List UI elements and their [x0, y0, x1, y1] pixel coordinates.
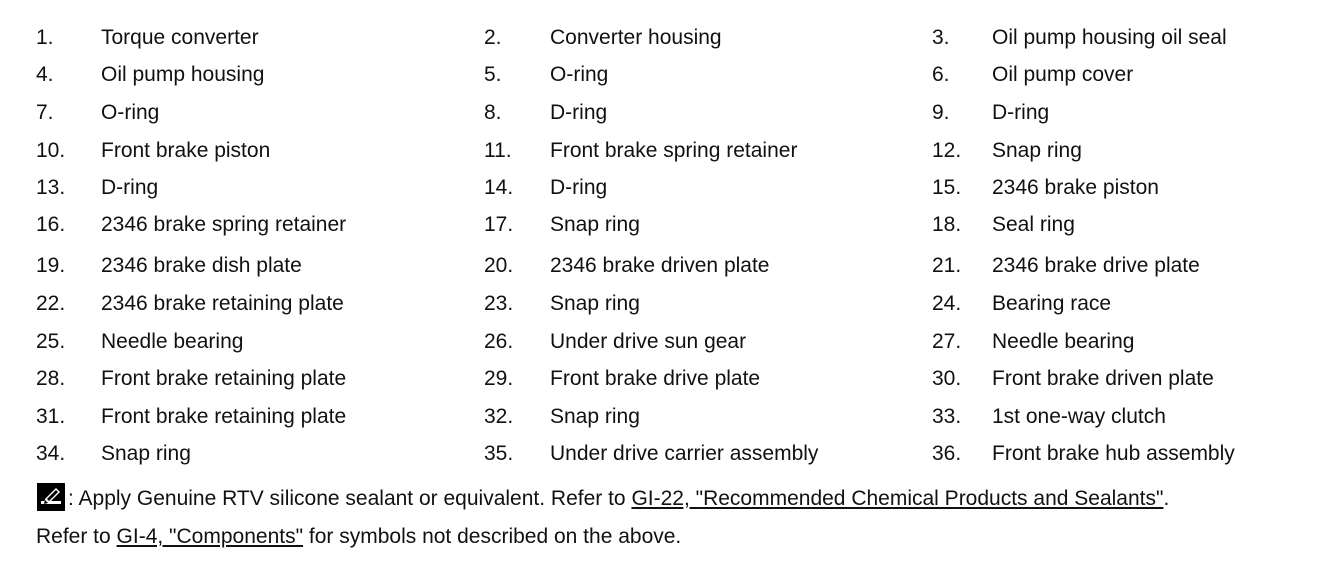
components-note-suffix: for symbols not described on the above.: [303, 525, 682, 548]
sealant-note-end: .: [1163, 487, 1170, 510]
part-number: 4.: [36, 63, 54, 86]
part-number: 10.: [36, 139, 66, 162]
part-label: Front brake retaining plate: [101, 405, 347, 428]
legend-row: [0, 251, 1328, 281]
part-number: 25.: [36, 330, 66, 353]
part-number: 31.: [36, 405, 66, 428]
part-label: D-ring: [992, 101, 1050, 124]
part-number: 34.: [36, 442, 66, 465]
part-label: Snap ring: [992, 139, 1082, 162]
part-number: 14.: [484, 176, 514, 199]
part-number: 1.: [36, 26, 54, 49]
part-label: Seal ring: [992, 213, 1075, 236]
sealant-apply-icon: [36, 482, 66, 512]
part-number: 13.: [36, 176, 66, 199]
part-label: Front brake piston: [101, 139, 271, 162]
legend-row: [0, 364, 1328, 394]
part-label: Front brake drive plate: [550, 367, 761, 390]
sealant-note-text: : Apply Genuine RTV silicone sealant or equivalent. Refer to: [68, 487, 632, 510]
part-label: 2346 brake retaining plate: [101, 292, 344, 315]
part-number: 9.: [932, 101, 950, 124]
part-label: Oil pump housing: [101, 63, 265, 86]
legend-row: [0, 402, 1328, 432]
part-label: 2346 brake spring retainer: [101, 213, 347, 236]
legend-row: [0, 327, 1328, 357]
part-label: Oil pump cover: [992, 63, 1134, 86]
part-label: 2346 brake drive plate: [992, 254, 1200, 277]
part-number: 15.: [932, 176, 962, 199]
part-number: 28.: [36, 367, 66, 390]
legend-row: [0, 60, 1328, 90]
part-number: 2.: [484, 26, 502, 49]
part-label: Needle bearing: [101, 330, 244, 353]
legend-row: [0, 136, 1328, 166]
part-number: 5.: [484, 63, 502, 86]
legend-row: [0, 439, 1328, 469]
part-label: Snap ring: [101, 442, 191, 465]
components-reference-link[interactable]: GI-4, "Components": [116, 525, 304, 548]
part-label: 2346 brake piston: [992, 176, 1159, 199]
legend-row: [0, 289, 1328, 319]
part-label: D-ring: [550, 101, 608, 124]
part-label: D-ring: [101, 176, 159, 199]
part-number: 27.: [932, 330, 962, 353]
legend-row: [0, 23, 1328, 53]
part-label: O-ring: [550, 63, 609, 86]
part-number: 12.: [932, 139, 962, 162]
sealant-reference-link[interactable]: GI-22, "Recommended Chemical Products and Sealants": [631, 487, 1164, 510]
legend-row: [0, 173, 1328, 203]
part-number: 11.: [484, 139, 512, 162]
part-number: 26.: [484, 330, 514, 353]
part-number: 17.: [484, 213, 514, 236]
part-number: 33.: [932, 405, 962, 428]
part-label: Front brake spring retainer: [550, 139, 798, 162]
part-number: 21.: [932, 254, 962, 277]
part-label: Snap ring: [550, 292, 640, 315]
part-number: 7.: [36, 101, 54, 124]
part-number: 6.: [932, 63, 950, 86]
part-number: 8.: [484, 101, 502, 124]
part-label: Front brake hub assembly: [992, 442, 1235, 465]
part-number: 19.: [36, 254, 66, 277]
part-label: Snap ring: [550, 405, 640, 428]
part-number: 29.: [484, 367, 514, 390]
sealant-note: [36, 482, 1169, 514]
part-label: 1st one-way clutch: [992, 405, 1166, 428]
components-note: [36, 521, 681, 553]
part-number: 16.: [36, 213, 66, 236]
part-number: 3.: [932, 26, 950, 49]
part-label: Torque converter: [101, 26, 259, 49]
part-label: Bearing race: [992, 292, 1112, 315]
legend-row: [0, 98, 1328, 128]
part-number: 22.: [36, 292, 66, 315]
part-number: 18.: [932, 213, 962, 236]
part-label: D-ring: [550, 176, 608, 199]
part-number: 35.: [484, 442, 514, 465]
part-label: O-ring: [101, 101, 160, 124]
part-number: 30.: [932, 367, 962, 390]
part-number: 36.: [932, 442, 962, 465]
components-note-prefix: Refer to: [36, 525, 117, 548]
part-label: 2346 brake driven plate: [550, 254, 770, 277]
part-label: 2346 brake dish plate: [101, 254, 302, 277]
legend-row: [0, 210, 1328, 240]
part-label: Snap ring: [550, 213, 640, 236]
part-label: Front brake driven plate: [992, 367, 1214, 390]
part-number: 23.: [484, 292, 514, 315]
part-label: Needle bearing: [992, 330, 1135, 353]
part-label: Front brake retaining plate: [101, 367, 347, 390]
part-label: Under drive carrier assembly: [550, 442, 819, 465]
part-number: 24.: [932, 292, 962, 315]
part-label: Converter housing: [550, 26, 722, 49]
part-label: Under drive sun gear: [550, 330, 747, 353]
part-number: 20.: [484, 254, 514, 277]
part-label: Oil pump housing oil seal: [992, 26, 1227, 49]
part-number: 32.: [484, 405, 514, 428]
